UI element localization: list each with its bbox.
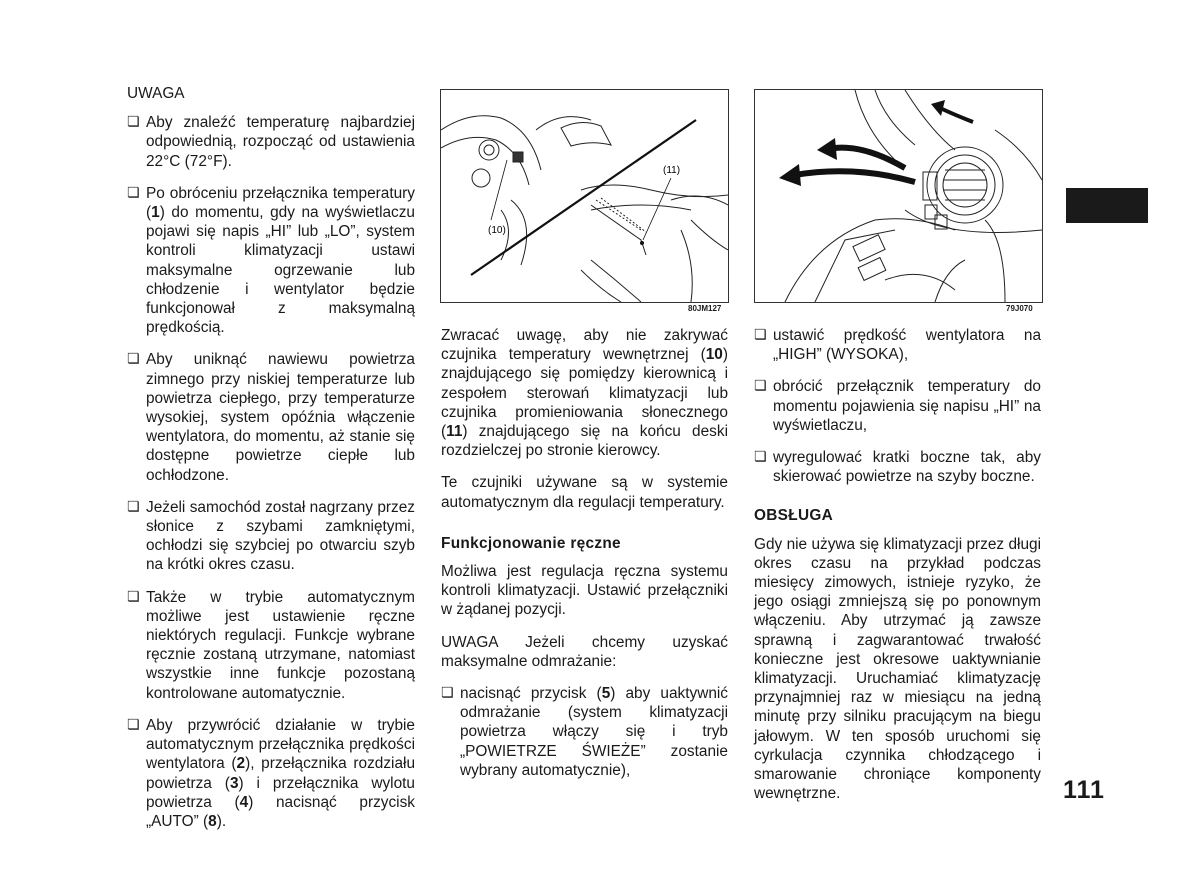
left-column [127,84,415,844]
figure-code: 80JM127 [688,304,722,313]
paragraph-sensors: Zwracać uwagę, aby nie zakrywać czujnika temperatury wewnętrznej (10) znajdującego się pomiędzy kierownicą i zespołem sterowań klimatyzacji lub czujnika promieniowania słonecznego (11) znajdującego się na końcu deski rozdzielczej po stronie kierowcy. [441,327,728,460]
note-bullet-3: ❏ Aby uniknąć nawiewu powietrza zimnego przy niskiej temperaturze lub powietrza ciepłego, przy temperaturze wysokiej, system opóźnia włączenie wentylatora, do momentu, aż stanie się dostępne powietrze ciepłe lub ochłodzone. [127,350,415,484]
defrost-bullet: ❏ nacisnąć przycisk (5) aby uaktywnić odmrażanie (system klimatyzacji powietrza włączy się i tryb „POWIETRZE ŚWIEŻE” zostanie wybrany automatycznie), [441,684,728,780]
note-heading: UWAGA [127,85,185,102]
figure-code: 79J070 [1006,304,1033,313]
middle-column [441,326,728,793]
sensors-illustration [441,90,728,302]
defrost-bullet-temperature: ❏ obrócić przełącznik temperatury do momentu pojawienia się napisu „HI” na wyświetlaczu, [754,377,1041,435]
page-number: 111 [1063,776,1105,804]
paragraph-manual: Możliwa jest regulacja ręczna systemu kontroli klimatyzacji. Ustawić przełączniki w żądanej pozycji. [441,563,728,619]
figure-side-vents [754,89,1043,303]
callout-11: (11) [663,165,681,176]
defrost-bullet-fan: ❏ ustawić prędkość wentylatora na „HIGH” (WYSOKA), [754,326,1041,364]
paragraph-maintenance: Gdy nie używa się klimatyzacji przez długi okres czasu na przykład podczas miesięcy zimowych, istnieje ryzyko, że jego osiągi zmniejszą się po ponownym włączeniu. Aby utrzymać ją zawsze sprawną i zagwarantować trwałość konieczne jest okresowe uaktywnianie klimatyzacji. Uruchamiać klimatyzację przynajmniej raz w miesiącu na jedną minutę przy silniku pracującym na biegu jałowym. W ten sposób uruchomi się cyrkulacja czynnika chłodzącego i smarowanie chroniące komponenty wewnętrzne. [754,535,1041,803]
side-vent-illustration [755,90,1042,302]
paragraph-defrost-note: UWAGA Jeżeli chcemy uzyskać maksymalne odmrażanie: [441,633,728,670]
section-heading-manual: Funkcjonowanie ręczne [441,534,621,552]
defrost-bullet-vents: ❏ wyregulować kratki boczne tak, aby skierować powietrze na szyby boczne. [754,448,1041,486]
note-bullet-1: ❏ Aby znaleźć temperaturę najbardziej odpowiednią, rozpocząć od ustawienia 22°C (72°F). [127,113,415,171]
note-bullet-4: ❏ Jeżeli samochód został nagrzany przez słonice z szybami zamkniętymi, ochłodzi się szybciej po otwarciu szyb na krótki okres czasu. [127,498,415,575]
note-bullet-6: ❏ Aby przywrócić działanie w trybie automatycznym przełącznika prędkości wentylatora (2), przełącznika rozdziału powietrza (3) i przełącznika wylotu powietrza (4) nacisnąć przycisk „AUTO” (8). [127,716,415,831]
callout-10: (10) [488,225,506,236]
section-tab-marker [1066,188,1148,223]
note-bullet-5: ❏ Także w trybie automatycznym możliwe jest ustawienie ręczne niektórych regulacji. Funkcje wybrane ręcznie zostaną utrzymane, natomiast wszystkie inne funkcje pozostaną kontrolowane automatycznie. [127,588,415,703]
note-bullet-2: ❏ Po obróceniu przełącznika temperatury (1) do momentu, gdy na wyświetlaczu pojawi się napis „HI” lub „LO”, system kontroli klimatyzacji ustawi maksymalne ogrzewanie lub chłodzenie i wentylator będzie funkcjonował z maksymalną prędkością. [127,184,415,338]
paragraph-sensors-usage: Te czujniki używane są w systemie automatycznym dla regulacji temperatury. [441,474,728,511]
figure-sensors [440,89,729,303]
right-column [754,326,1041,816]
section-heading-maintenance: OBSŁUGA [754,507,834,525]
